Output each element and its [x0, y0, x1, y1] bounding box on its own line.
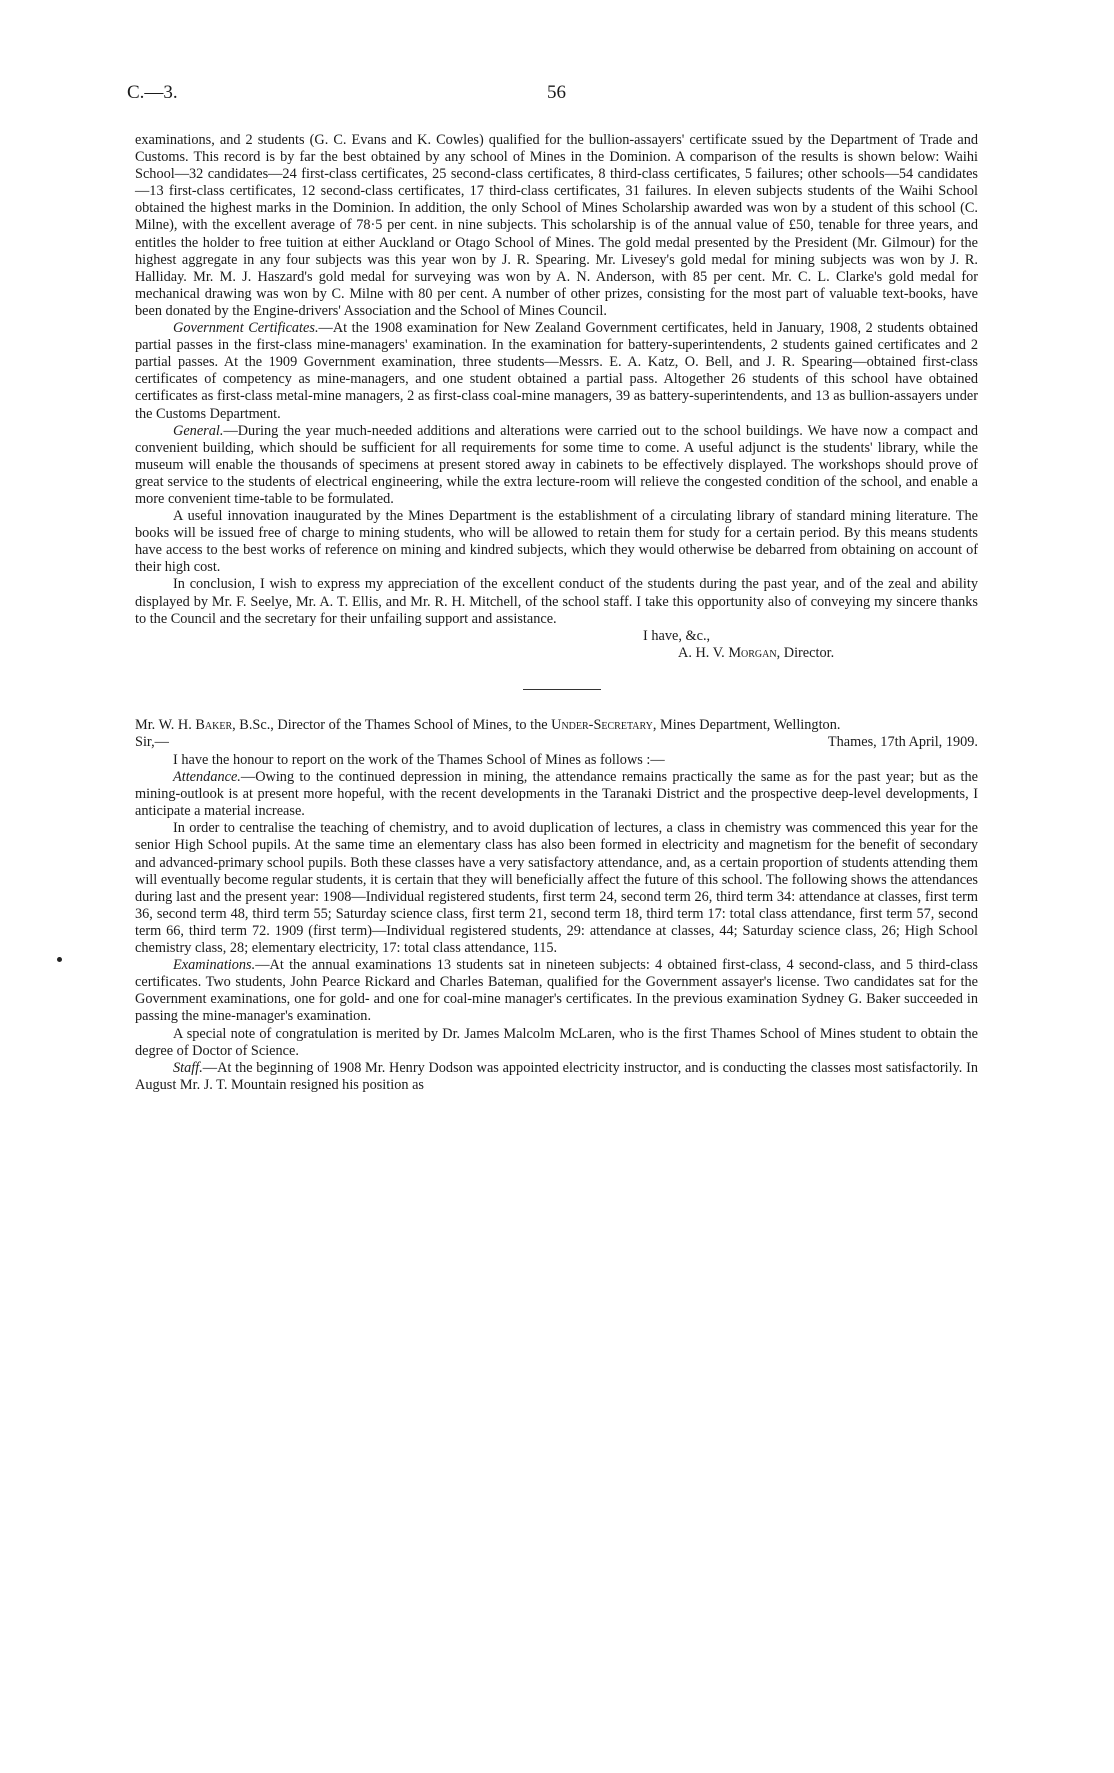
paragraph-staff	[135, 1060, 978, 1094]
examinations-text: —At the annual examinations 13 students sat in nineteen subjects: 4 obtained first-class, 4 second-class, and 5 third-class certificates. Two students, John Pearce Rickard and Charles Bateman, qualified for the Government assayer's license. Two candidates sat for the Government examinations, one for gold- and one for coal-mine manager's certificates. In the previous examination Sydney G. Baker succeeded in passing the mine-manager's examination.	[135, 957, 978, 1025]
morgan-signoff	[135, 628, 978, 662]
addressee-middle: , B.Sc., Director of the Thames School of Mines, to the	[232, 716, 552, 733]
government-certificates-text: —At the 1908 examination for New Zealand Government certificates, held in January, 1908, 2 students obtained partial passes in the first-class mine-managers' examination. In the examination for battery-superintendents, 2 students gained certificates and 2 partial passes. At the 1909 Government examination, three students—Messrs. E. A. Katz, O. Bell, and J. R. Spearing—obtained first-class certificates of competency as mine-managers, and one student obtained a partial pass. Altogether 26 students of this school have obtained certificates as first-class metal-mine managers, 2 as first-class coal-mine managers, 39 as battery-superintendents, and 13 as bullion-assayers under the Customs Department.	[135, 320, 978, 422]
salutation-row	[135, 734, 978, 752]
paragraph-government-certificates	[135, 320, 978, 423]
signoff-title: , Director.	[776, 644, 835, 661]
paragraph-examinations-continued: examinations, and 2 students (G. C. Evans and K. Cowles) qualified for the bullion-assayers' certificate ssued by the Department of Trade and Customs. This record is by far the best obtained by any school of Mines in the Dominion. A comparison of the results is shown below: Waihi School—32 candidates—24 first-class certificates, 25 second-class certificates, 8 third-class certificates, 5 failures; other schools—54 candidates—13 first-class certificates, 12 second-class certificates, 17 third-class certificates, 31 failures. In eleven subjects students of the Waihi School obtained the highest marks in the Dominion. In addition, the only School of Mines Scholarship awarded was won by a student of this school (C. Milne), with the excellent average of 78·5 per cent. in nine subjects. This scholarship is of the annual value of £50, tenable for three years, and entitles the holder to free tuition at either Auckland or Otago School of Mines. The gold medal presented by the President (Mr. Gilmour) for the highest aggregate in any four subjects was this year won by J. R. Spearing. Mr. Livesey's gold medal for mining subjects was won by J. R. Halliday. Mr. M. J. Haszard's gold medal for surveying was won by A. N. Anderson, with 85 per cent. Mr. C. L. Clarke's gold medal for mechanical drawing was won by C. Milne with 80 per cent. A number of other prizes, consisting for the most part of valuable text-books, have been donated by the Engine-drivers' Association and the School of Mines Council.	[135, 132, 978, 319]
section-heading-examinations: Examinations.	[173, 957, 256, 974]
report-addressee	[135, 717, 978, 734]
signoff-closing: I have, &c.,	[643, 627, 711, 644]
general-text: —During the year much-needed additions and alterations were carried out to the school buildings. We have now a compact and convenient building, which should be sufficient for all requirements for some time to come. A useful adjunct is the students' library, while the museum will enable the thousands of specimens at present stored away in cabinets to be effectively displayed. The workshops should prove of great service to the students of electrical engineering, while the extra lecture-room will relieve the congested condition of the school, and enable a more convenient time-table to be formulated.	[135, 422, 978, 507]
paragraph-general	[135, 423, 978, 508]
margin-mark	[57, 957, 62, 962]
attendance-text: —Owing to the continued depression in mining, the attendance remains practically the same as for the past year; but as the mining-outlook is at present more hopeful, with the recent developments in the Taranaki District and the prospective deep-level developments, I anticipate a material increase.	[135, 769, 978, 820]
addressee-prefix: Mr. W. H.	[135, 716, 196, 733]
page-number: 56	[547, 82, 566, 103]
paragraph-examinations	[135, 957, 978, 1025]
salutation: Sir,—	[135, 734, 169, 750]
paragraph-mclaren: A special note of congratulation is merited by Dr. James Malcolm McLaren, who is the first Thames School of Mines student to obtain the degree of Doctor of Science.	[135, 1025, 978, 1059]
section-heading-general: General.	[173, 422, 224, 439]
staff-text: —At the beginning of 1908 Mr. Henry Dodson was appointed electricity instructor, and is conducting the classes most satisfactorily. In August Mr. J. T. Mountain resigned his position as	[135, 1059, 978, 1093]
addressee-suffix: , Mines Department, Wellington.	[652, 716, 841, 733]
signoff-signature	[135, 645, 978, 662]
page-body	[135, 132, 978, 1094]
section-heading-government-certificates: Government Certificates.	[173, 320, 319, 337]
paragraph-attendance	[135, 769, 978, 820]
paragraph-circulating-library: A useful innovation inaugurated by the Mines Department is the establishment of a circulating library of standard mining literature. The books will be issued free of charge to mining students, who will be allowed to retain them for study for a certain period. By this means students have access to the best works of reference on mining and kindred subjects, which they would otherwise be debarred from obtaining on account of their high cost.	[135, 508, 978, 576]
addressee-author-name: Baker	[195, 716, 233, 733]
signoff-name: A. H. V. Morgan	[678, 644, 777, 661]
section-heading-attendance: Attendance.	[173, 769, 241, 786]
page-header	[127, 82, 987, 112]
document-reference: C.—3.	[127, 82, 178, 103]
section-divider	[523, 689, 601, 690]
paragraph-introduction: I have the honour to report on the work of the Thames School of Mines as follows :—	[173, 752, 665, 768]
section-heading-staff: Staff.	[173, 1059, 203, 1076]
addressee-recipient: Under-Secretary	[551, 716, 653, 733]
paragraph-chemistry-classes: In order to centralise the teaching of chemistry, and to avoid duplication of lectures, a class in chemistry was commenced this year for the senior High School pupils. At the same time an elementary class has also been formed in electricity and magnetism for the benefit of secondary and advanced-primary school pupils. Both these classes have a very satisfactory attendance, and, as a certain proportion of students attending them will eventually become regular students, it is certain that they will beneficially affect the future of this school. The following shows the attendances during last and the present year: 1908—Individual registered students, first term 24, second term 26, third term 34: attendance at classes, first term 36, second term 48, third term 55; Saturday science class, first term 21, second term 18, third term 17: total class attendance, first term 57, second term 66, third term 72. 1909 (first term)—Individual registered students, 29: attendance at classes, 44; Saturday science class, 26; High School chemistry class, 28; elementary electricity, 17: total class attendance, 115.	[135, 820, 978, 957]
place-and-date: Thames, 17th April, 1909.	[827, 734, 978, 750]
paragraph-conclusion: In conclusion, I wish to express my appreciation of the excellent conduct of the students during the past year, and of the zeal and ability displayed by Mr. F. Seelye, Mr. A. T. Ellis, and Mr. R. H. Mitchell, of the school staff. I take this opportunity also of conveying my sincere thanks to the Council and the secretary for their unfailing support and assistance.	[135, 576, 978, 627]
